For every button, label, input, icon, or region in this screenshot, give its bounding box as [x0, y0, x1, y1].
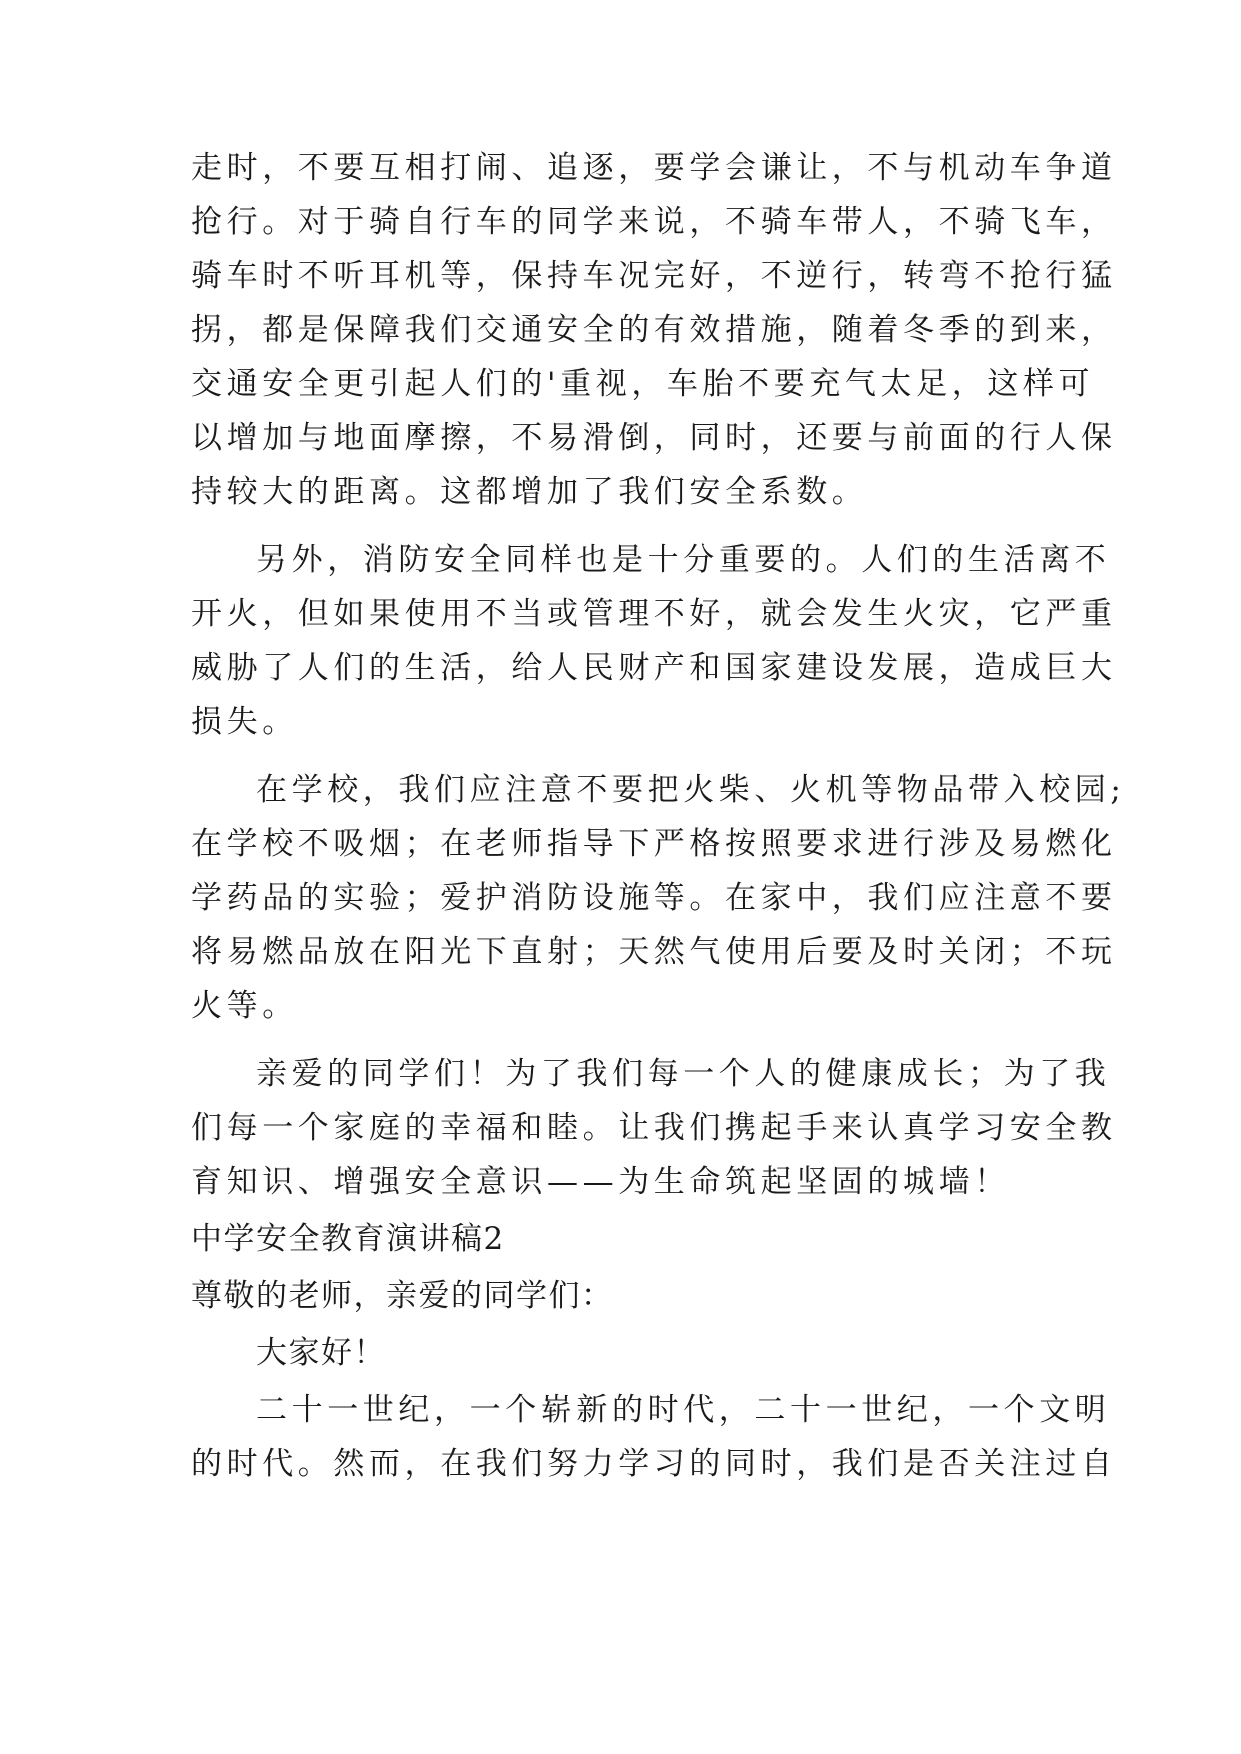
text-line: 在学校不吸烟；在老师指导下严格按照要求进行涉及易燃化 [191, 826, 1117, 862]
paragraph-first-line: 在学校，我们应注意不要把火柴、火机等物品带入校园; [256, 772, 1126, 808]
text-line: 开火，但如果使用不当或管理不好，就会发生火灾，它严重 [191, 596, 1117, 632]
text-line: 威胁了人们的生活，给人民财产和国家建设发展，造成巨大 [191, 650, 1117, 686]
text-line: 走时，不要互相打闹、追逐，要学会谦让，不与机动车争道 [191, 150, 1117, 186]
text-line: 损失。 [191, 704, 298, 740]
text-line: 抢行。对于骑自行车的同学来说，不骑车带人，不骑飞车， [191, 204, 1117, 240]
paragraph-first-line: 亲爱的同学们！为了我们每一个人的健康成长；为了我 [256, 1056, 1111, 1092]
text-line: 骑车时不听耳机等，保持车况完好，不逆行，转弯不抢行猛 [191, 258, 1117, 294]
greeting: 大家好！ [256, 1335, 386, 1371]
text-line: 火等。 [191, 988, 298, 1024]
text-line: 以增加与地面摩擦，不易滑倒，同时，还要与前面的行人保 [191, 420, 1117, 456]
text-line: 们每一个家庭的幸福和睦。让我们携起手来认真学习安全教 [191, 1110, 1117, 1146]
text-line: 学药品的实验；爱护消防设施等。在家中，我们应注意不要 [191, 880, 1117, 916]
text-line: 将易燃品放在阳光下直射；天然气使用后要及时关闭；不玩 [191, 934, 1117, 970]
paragraph-first-line: 另外，消防安全同样也是十分重要的。人们的生活离不 [256, 542, 1111, 578]
text-line: 交通安全更引起人们的'重视，车胎不要充气太足，这样可 [191, 366, 1095, 402]
text-line: 育知识、增强安全意识——为生命筑起坚固的城墙！ [191, 1164, 1010, 1200]
text-line: 的时代。然而，在我们努力学习的同时，我们是否关注过自 [191, 1446, 1117, 1482]
paragraph-first-line: 二十一世纪，一个崭新的时代，二十一世纪，一个文明 [256, 1392, 1111, 1428]
text-line: 持较大的距离。这都增加了我们安全系数。 [191, 474, 868, 510]
section-heading: 中学安全教育演讲稿2 [191, 1221, 505, 1257]
salutation: 尊敬的老师，亲爱的同学们： [191, 1278, 614, 1314]
text-line: 拐，都是保障我们交通安全的有效措施，随着冬季的到来， [191, 312, 1117, 348]
